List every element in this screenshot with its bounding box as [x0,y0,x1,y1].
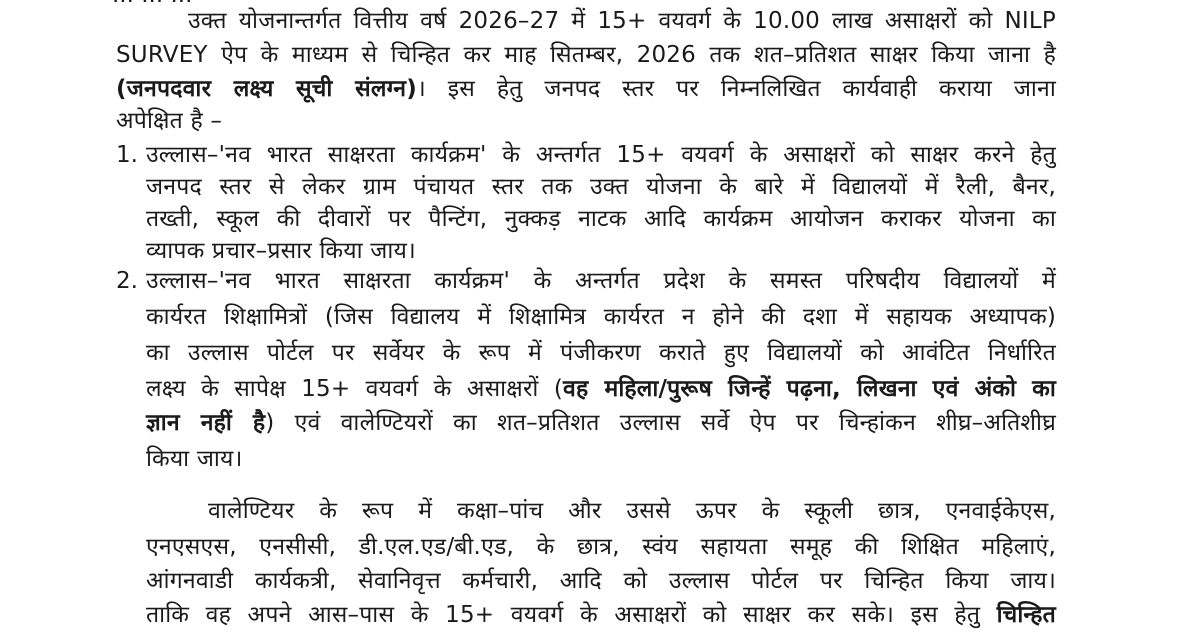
item1-line1: उल्लास–'नव भारत साक्षरता कार्यक्रम' के अन्तर्गत 15+ वयवर्ग के असाक्षरों को साक्षर करने हेतु [146,142,1056,168]
item1-number: 1. [116,142,138,168]
para1-line4: अपेक्षित है – [116,108,223,134]
item1-line2: जनपद स्तर से लेकर ग्राम पंचायत स्तर तक उक्त योजना के बारे में विद्यालयों में रैली, बैनर, [146,174,1056,200]
item2-line2: कार्यरत शिक्षामित्रों (जिस विद्यालय में शिक्षामित्र कार्यरत न होने की दशा में सहायक अध्यापक) [146,304,1056,330]
item2-line4-bold: वह महिला/पुरूष जिन्हें पढ़ना, लिखना एवं अंको का [563,376,1056,402]
item2-line5 [146,406,1056,440]
para2-line1: वालेण्टियर के रूप में कक्षा–पांच और उससे ऊपर के स्कूली छात्र, एनवाईकेएस, [208,498,1056,524]
item2-line4-rest: लक्ष्य के सापेक्ष 15+ वयवर्ग के असाक्षरों ( [146,376,564,402]
item2-line5-rest: ) एवं वालेण्टियरों का शत–प्रतिशत उल्लास सर्वे ऐप पर चिन्हांकन शीघ्र–अतिशीघ्र [265,410,1056,436]
para2-line4-rest: ताकि वह अपने आस–पास के 15+ वयवर्ग के असाक्षरों को साक्षर कर सके। इस हेतु [146,602,997,628]
item1-line3: तख्ती, स्कूल की दीवारों पर पैन्टिंग, नुक्कड़ नाटक आदि कार्यक्रम आयोजन कराकर योजना का [146,206,1056,232]
para1-line1: उक्त योजनान्तर्गत वित्तीय वर्ष 2026–27 में 15+ वयवर्ग के 10.00 लाख असाक्षरों को NILP [188,8,1056,34]
para1-line3 [116,72,1056,106]
para1-line2: SURVEY ऐप के माध्यम से चिन्हित कर माह सितम्बर, 2026 तक शत–प्रतिशत साक्षर किया जाना है [116,42,1056,68]
item2-line5-bold: ज्ञान नहीं है [146,410,266,436]
para1-line3-bold: (जनपदवार लक्ष्य सूची संलग्न) [116,76,417,102]
top-cut-fragment [112,0,192,12]
item2-line1: उल्लास–'नव भारत साक्षरता कार्यक्रम' के अन्तर्गत प्रदेश के समस्त परिषदीय विद्यालयों में [146,268,1056,294]
item2-line3: का उल्लास पोर्टल पर सर्वेयर के रूप में पंजीकरण कराते हुए विद्यालयों को आवंटित निर्धारित [146,340,1056,366]
item2-line4 [146,372,1056,406]
item1-line4: व्यापक प्रचार–प्रसार किया जाय। [146,238,416,264]
para2-line4-bold: चिन्हित [996,602,1056,628]
para2-line2: एनएसएस, एनसीसी, डी.एल.एड/बी.एड, के छात्र, स्वंय सहायता समूह की शिक्षित महिलाएं, [146,534,1056,560]
item2-line6: किया जाय। [146,446,243,472]
para1-line3-rest: । इस हेतु जनपद स्तर पर निम्नलिखित कार्यवाही कराया जाना [416,76,1056,102]
para2-line3: आंगनवाडी कार्यकत्री, सेवानिवृत्त कर्मचारी, आदि को उल्लास पोर्टल पर चिन्हित किया जाय। [146,568,1056,594]
para2-line4 [146,598,1056,632]
item2-number: 2. [116,268,138,294]
